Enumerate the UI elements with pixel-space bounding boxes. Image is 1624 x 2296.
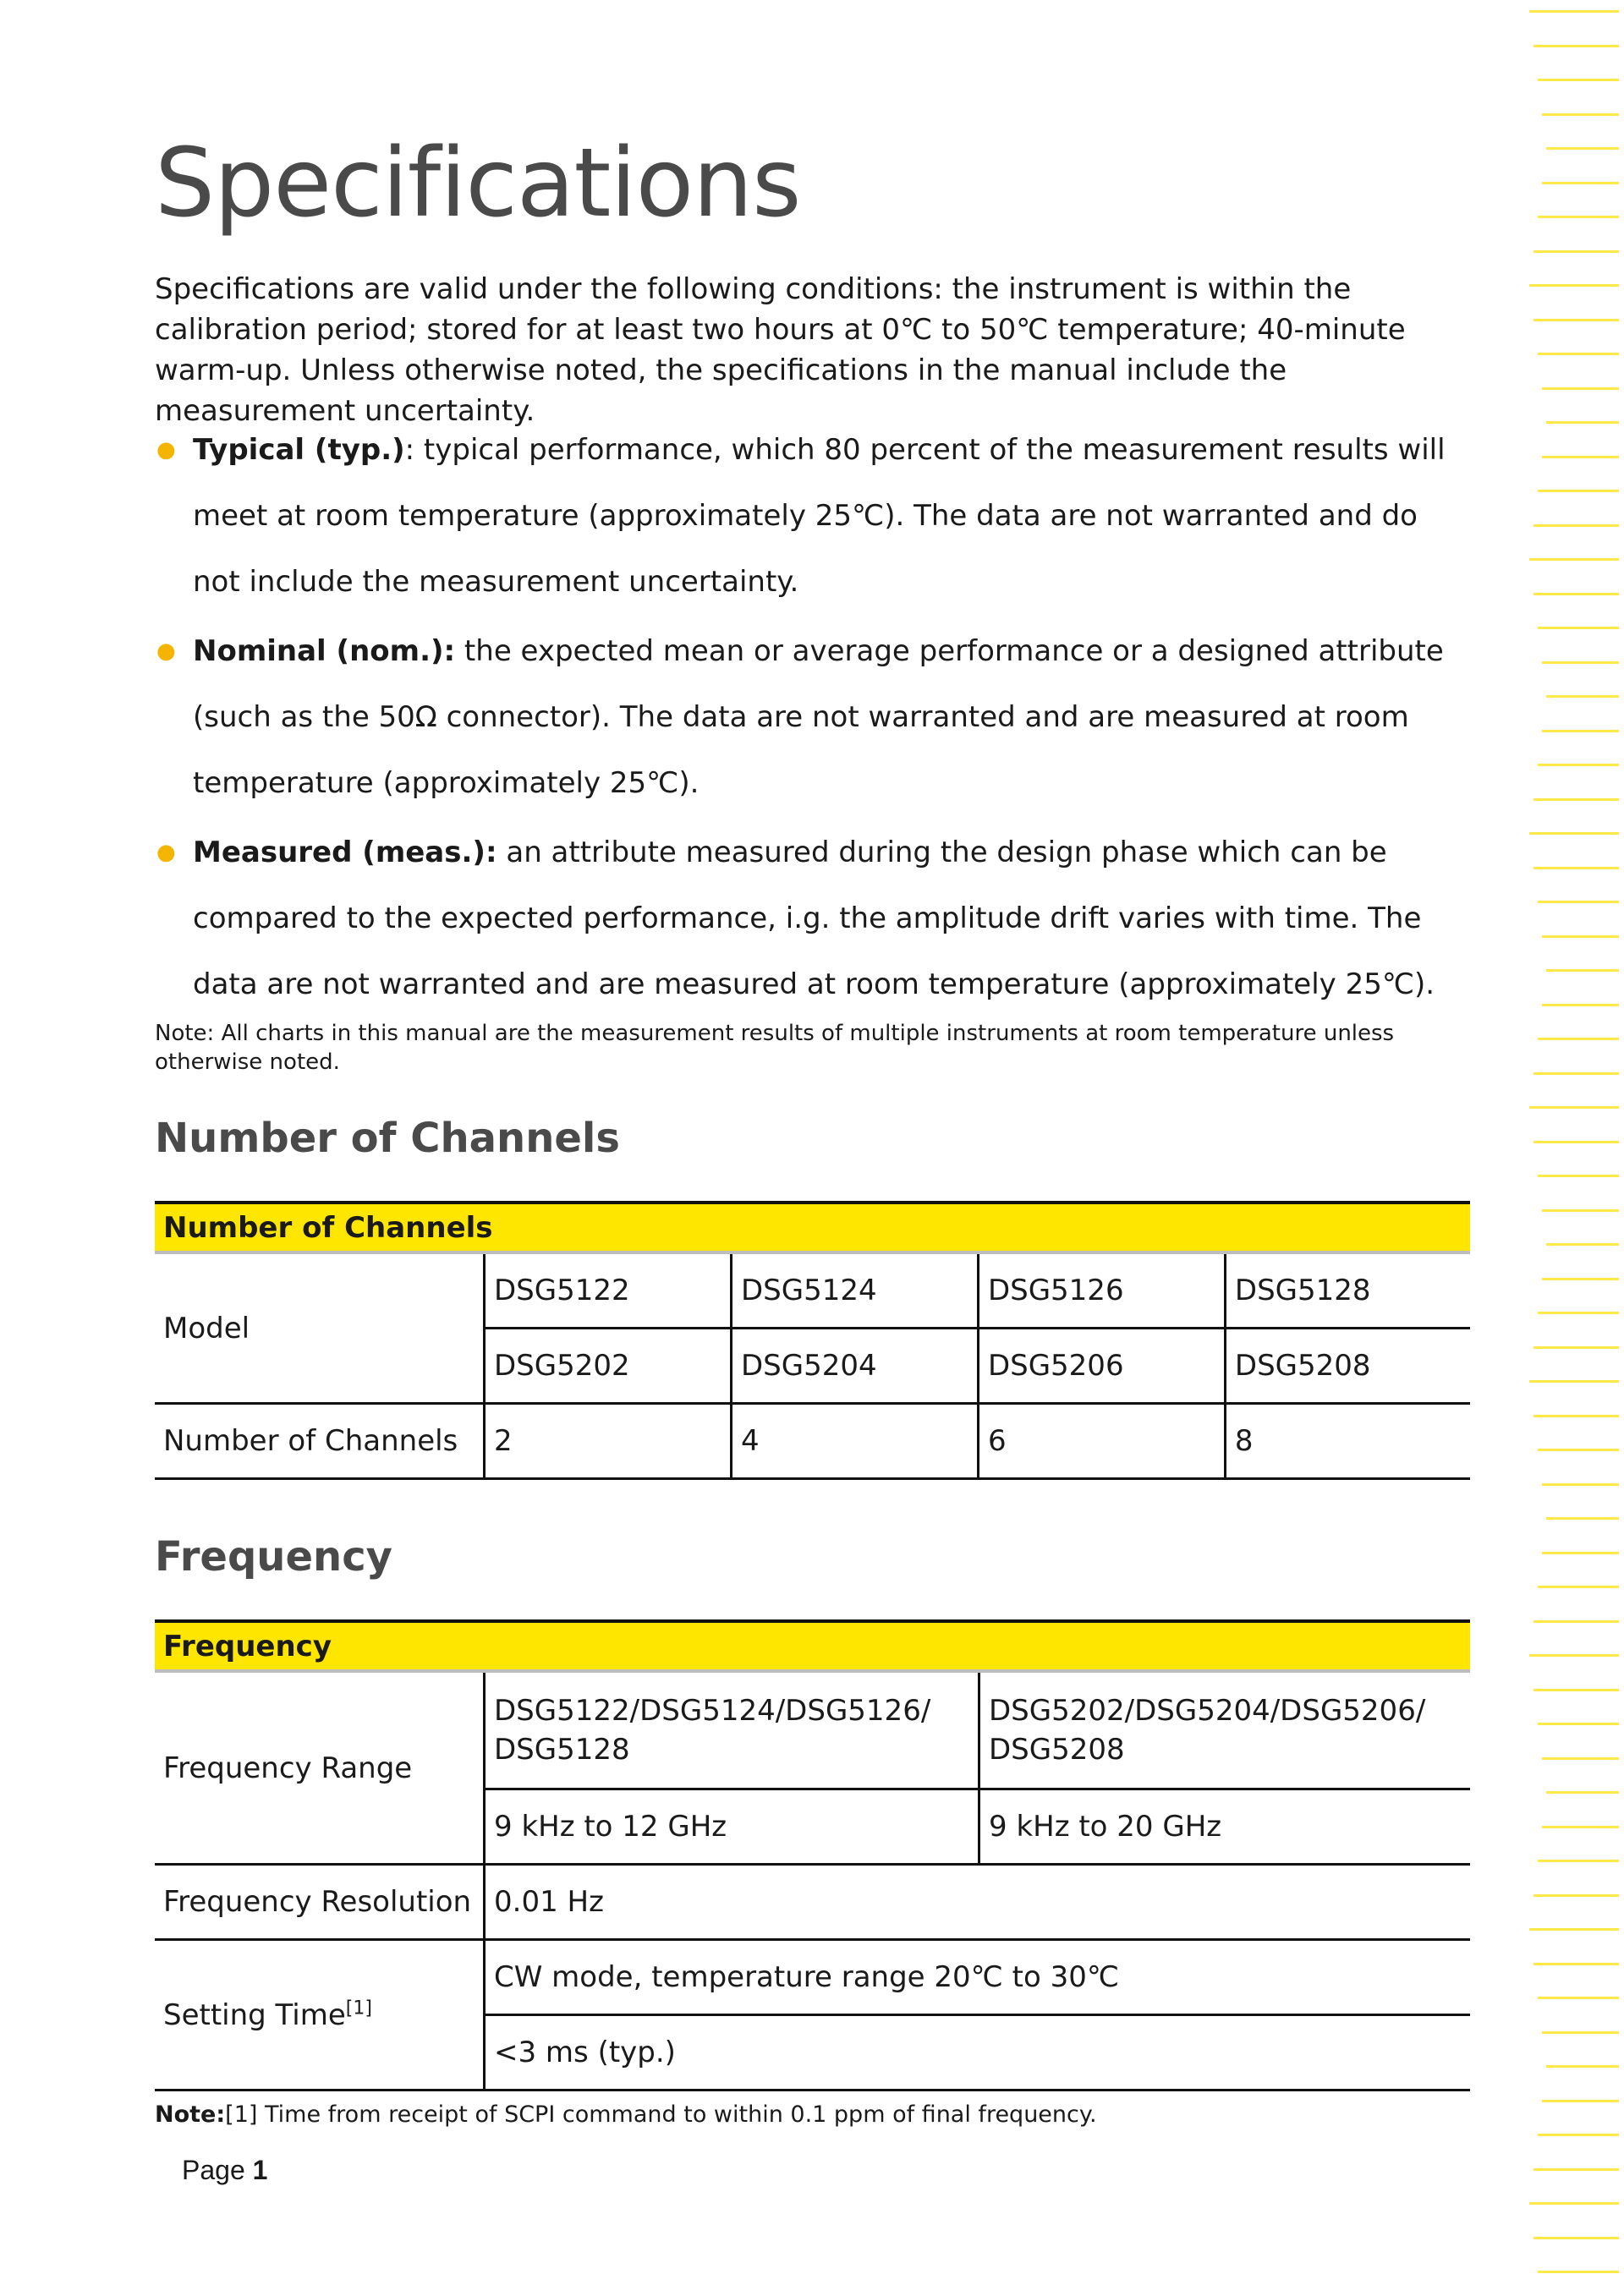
definition-text: : typical performance, which 80 percent of the measurement results will meet at room temperature (approximately 25℃). The data are not warranted and do not include the measurement uncertainty. [193, 433, 1446, 599]
decorative-tick [1538, 79, 1619, 81]
row-label: Frequency Range [155, 1671, 485, 1865]
table-cell: DSG5202/DSG5204/DSG5206/ DSG5208 [979, 1671, 1471, 1789]
decorative-tick [1533, 2168, 1619, 2171]
decorative-tick [1533, 1894, 1619, 1897]
row-label-text: Setting Time [163, 1997, 346, 2032]
table-row [155, 1940, 1470, 2015]
decorative-tick [1546, 421, 1619, 424]
decorative-tick [1533, 1620, 1619, 1623]
bullet-icon: ● [156, 437, 176, 463]
intro-paragraph: Specifications are valid under the following conditions: the instrument is within the calibration period; stored for at least two hours at 0℃ to 50℃ temperature; 40-minute warm-up. Unless otherwise noted, the specifications in the manual include the measurement uncertainty. [155, 272, 1406, 428]
decorative-tick [1533, 2237, 1619, 2239]
decorative-tick [1538, 1175, 1619, 1177]
decorative-tick [1542, 182, 1619, 184]
definition-term: Nominal (nom.): [193, 634, 456, 668]
table-cell: 8 [1225, 1404, 1470, 1479]
table-cell: CW mode, temperature range 20℃ to 30℃ [485, 1940, 1471, 2015]
decorative-tick [1542, 387, 1619, 390]
definition-term: Measured (meas.): [193, 836, 497, 869]
decorative-tick [1542, 1004, 1619, 1006]
decorative-tick [1533, 250, 1619, 253]
decorative-tick [1533, 1346, 1619, 1349]
decorative-tick [1542, 1552, 1619, 1554]
bullet-icon: ● [156, 638, 176, 664]
decorative-tick [1538, 1586, 1619, 1588]
footnote-label: Note: [155, 2101, 226, 2128]
decorative-tick [1538, 353, 1619, 355]
decorative-tick [1542, 456, 1619, 458]
page-number-value: 1 [252, 2155, 268, 2185]
table-cell: <3 ms (typ.) [485, 2015, 1471, 2091]
decorative-tick [1533, 1072, 1619, 1075]
definition-nominal [155, 618, 1470, 816]
table-cell: DSG5202 [485, 1329, 732, 1404]
decorative-tick [1538, 764, 1619, 766]
decorative-tick [1542, 661, 1619, 664]
definition-typical [155, 417, 1470, 615]
frequency-table [155, 1619, 1470, 2091]
decorative-tick [1533, 1415, 1619, 1417]
table-cell: 6 [978, 1404, 1225, 1479]
decorative-tick [1542, 1757, 1619, 1760]
decorative-tick [1533, 593, 1619, 595]
table-cell: 4 [731, 1404, 978, 1479]
table-cell: DSG5124 [731, 1252, 978, 1329]
table-row [155, 1671, 1470, 1789]
section-heading-frequency: Frequency [155, 1533, 392, 1581]
decorative-tick [1538, 1997, 1619, 1999]
decorative-tick [1546, 969, 1619, 972]
footnote-text: [1] Time from receipt of SCPI command to within 0.1 ppm of final frequency. [225, 2101, 1097, 2128]
row-label [155, 1940, 485, 2091]
decorative-tick [1542, 2100, 1619, 2102]
charts-note: Note: All charts in this manual are the measurement results of multiple instruments at room temperature unless otherwise noted. [155, 1021, 1395, 1075]
table-cell: 9 kHz to 12 GHz [485, 1789, 979, 1865]
decorative-tick [1542, 1826, 1619, 1828]
table-row [155, 1865, 1470, 1940]
table-cell: 2 [485, 1404, 732, 1479]
decorative-tick [1533, 1689, 1619, 1691]
definition-measured [155, 819, 1470, 1017]
decorative-tick [1538, 216, 1619, 218]
decorative-tick [1529, 284, 1619, 287]
decorative-tick [1533, 319, 1619, 321]
decorative-tick [1538, 490, 1619, 492]
bullet-icon: ● [156, 840, 176, 865]
page-label: Page [182, 2155, 253, 2185]
decorative-tick [1538, 2271, 1619, 2273]
page-number [182, 2155, 267, 2186]
decorative-tick [1529, 2202, 1619, 2205]
section-heading-channels: Number of Channels [155, 1115, 620, 1162]
decorative-tick [1529, 558, 1619, 561]
decorative-tick [1546, 147, 1619, 150]
decorative-tick [1542, 2031, 1619, 2034]
side-stripe-decoration [1529, 0, 1624, 2296]
decorative-tick [1546, 1791, 1619, 1794]
table-band: Frequency [155, 1621, 1470, 1671]
decorative-tick [1538, 1312, 1619, 1314]
decorative-tick [1538, 1038, 1619, 1040]
decorative-tick [1529, 1928, 1619, 1931]
table-cell: DSG5122 [485, 1252, 732, 1329]
table-band-row [155, 1621, 1470, 1671]
decorative-tick [1538, 901, 1619, 903]
decorative-tick [1529, 832, 1619, 835]
decorative-tick [1546, 1517, 1619, 1520]
definition-text: the expected mean or average performance or a designed attribute (such as the 50Ω connector). The data are not warranted and are measured at room temperature (approximately 25℃). [193, 634, 1444, 800]
decorative-tick [1533, 524, 1619, 527]
row-label: Frequency Resolution [155, 1865, 485, 1940]
decorative-tick [1546, 2065, 1619, 2068]
decorative-tick [1533, 1963, 1619, 1965]
decorative-tick [1542, 1483, 1619, 1486]
decorative-tick [1529, 1106, 1619, 1109]
decorative-tick [1529, 1380, 1619, 1383]
definitions-list [155, 417, 1470, 1021]
table-cell: DSG5126 [978, 1252, 1225, 1329]
table-band: Number of Channels [155, 1203, 1470, 1252]
table-cell: DSG5206 [978, 1329, 1225, 1404]
footnote [155, 2101, 1097, 2128]
decorative-tick [1533, 798, 1619, 801]
page-title: Specifications [155, 129, 801, 238]
decorative-tick [1533, 45, 1619, 47]
decorative-tick [1529, 10, 1619, 13]
decorative-tick [1542, 730, 1619, 732]
table-row [155, 1252, 1470, 1329]
decorative-tick [1542, 113, 1619, 116]
definition-text: an attribute measured during the design phase which can be compared to the expected performance, i.g. the amplitude drift varies with time. The data are not warranted and are measured at room temperature (approximately 25℃). [193, 836, 1435, 1001]
table-cell: DSG5122/DSG5124/DSG5126/ DSG5128 [485, 1671, 979, 1789]
channels-table [155, 1201, 1470, 1480]
decorative-tick [1538, 1449, 1619, 1451]
decorative-tick [1542, 1278, 1619, 1280]
decorative-tick [1546, 695, 1619, 698]
decorative-tick [1542, 935, 1619, 938]
row-label: Model [155, 1252, 485, 1404]
table-cell: DSG5128 [1225, 1252, 1470, 1329]
table-cell: 0.01 Hz [485, 1865, 1471, 1940]
decorative-tick [1529, 1654, 1619, 1657]
decorative-tick [1538, 627, 1619, 629]
table-band-row [155, 1203, 1470, 1252]
table-row [155, 1404, 1470, 1479]
table-cell: DSG5204 [731, 1329, 978, 1404]
row-label: Number of Channels [155, 1404, 485, 1479]
table-cell: DSG5208 [1225, 1329, 1470, 1404]
footnote-ref: [1] [345, 1997, 372, 2019]
decorative-tick [1546, 1243, 1619, 1246]
decorative-tick [1538, 1860, 1619, 1862]
decorative-tick [1533, 1141, 1619, 1143]
decorative-tick [1538, 1723, 1619, 1725]
table-cell: 9 kHz to 20 GHz [979, 1789, 1471, 1865]
definition-term: Typical (typ.) [193, 433, 405, 467]
decorative-tick [1538, 2134, 1619, 2136]
decorative-tick [1542, 1209, 1619, 1212]
decorative-tick [1533, 867, 1619, 869]
